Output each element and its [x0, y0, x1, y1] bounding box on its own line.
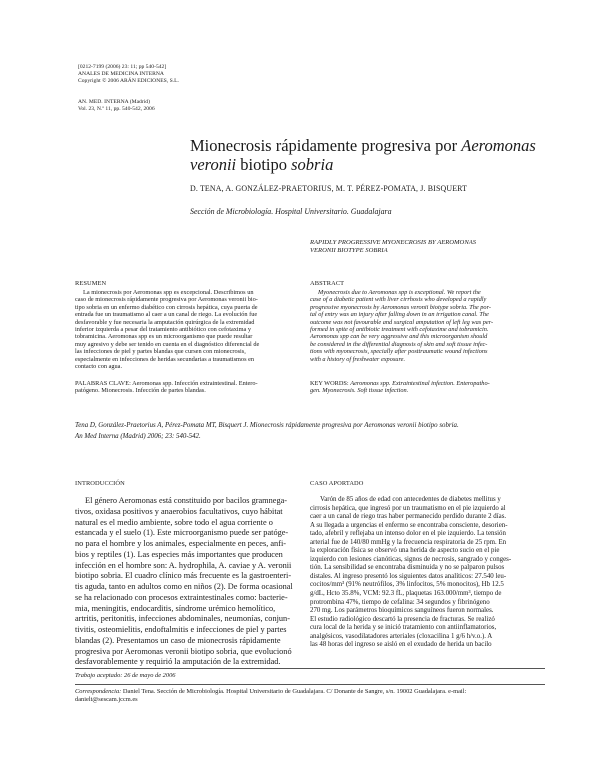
caso-line: cirrosis hepática, que ingresó por un traumatismo en el pie izquierdo al	[310, 504, 506, 512]
journal-name: ANALES DE MEDICINA INTERNA	[78, 71, 164, 77]
journal-citation	[78, 99, 208, 113]
intro-line: desfavorablemente y requirió la amputación de la extremidad.	[75, 657, 281, 667]
intro-line: blandas (2). Presentamos un caso de mionecrosis rápidamente	[75, 635, 281, 645]
resumen-line: contacto con agua.	[75, 363, 123, 371]
intro-line: infección en el hombre son: A. hydrophila, A. caviae y A. veronii	[75, 560, 292, 570]
abstract-line: Aeromonas spp can be very aggressive and this microorganism should	[310, 333, 488, 341]
resumen-line: caso de mionecrosis rápidamente progresiva por Aeromonas veronii bio-	[75, 296, 258, 304]
introduccion-text	[75, 496, 300, 668]
intro-line: mia, meningitis, endocarditis, síndrome urémico hemolítico,	[75, 603, 276, 613]
caso-line: 270 mg. Los parámetros bioquímicos sanguíneos fueron normales.	[310, 607, 494, 615]
cite-line-2: An Med Interna (Madrid) 2006; 23: 540-542.	[75, 433, 201, 440]
intro-line: no para el hombre y los animales, especialmente en peces, anfi-	[75, 539, 287, 548]
abstract-heading: ABSTRACT	[310, 280, 345, 287]
intro-line: artritis, peritonitis, infecciones abdominales, neumonías, conjun-	[75, 614, 290, 624]
caso-line: tado, afebril y reflejaba un intenso dolor en el pie izquierdo. La tensión	[310, 530, 506, 538]
correspondence	[75, 688, 545, 704]
intro-line: tivitis, osteomielitis, endoftalmitis e infecciones de piel y partes	[75, 625, 287, 634]
caso-line: A su llegada a urgencias el enfermo se encontraba consciente, desorien-	[310, 521, 508, 529]
resumen-line: La mionecrosis por Aeromonas spp es excepcional. Describimos un	[83, 289, 254, 296]
resumen-keywords	[75, 380, 295, 395]
intro-line: tivos, oxidasa positivos y anaerobios facultativos, cuyo hábitat	[75, 506, 283, 516]
correspondence-text: Daniel Tena. Sección de Microbiología. Hospital Universitario de Guadalajara. C/ Donante de Sangre, s/n. 19002 Guadalajara. e-mail:	[121, 688, 467, 695]
keywords-line-1: Aeromonas spp. Extraintestinal infection. Enteropatho-	[350, 380, 490, 387]
keywords-line-2: patógeno. Mionecrosis. Infección de partes blandas.	[75, 387, 206, 395]
keywords-line-1: Aeromonas spp. Infección extraintestinal. Entero-	[132, 380, 258, 387]
title-part-4: biotipo	[236, 155, 292, 174]
introduccion-heading: INTRODUCCIÓN	[75, 480, 125, 487]
abstract-text	[310, 289, 530, 363]
intro-line: natural es el medio ambiente, sobre todo el agua corriente o	[75, 517, 273, 527]
keywords-label: PALABRAS CLAVE:	[75, 380, 131, 387]
authors: D. TENA, A. GONZÁLEZ-PRAETORIUS, M. T. PÉREZ-POMATA, J. BISQUERT	[190, 184, 468, 193]
caso-line: las 48 horas del ingreso se aisló en el exudado de herida un bacilo	[310, 641, 492, 649]
caso-line: El estudio radiológico descartó la presencia de fracturas. Se realizó	[310, 615, 495, 623]
resumen-text	[75, 289, 295, 370]
accepted-date: Trabajo aceptado: 26 de mayo de 2006	[75, 672, 176, 679]
intro-line: bios y reptiles (1). Las especies más importantes que producen	[75, 549, 283, 559]
citation-line-1: AN. MED. INTERNA (Madrid)	[78, 99, 150, 105]
abstract-line: progressive myonecrosis by Aeromonas veronii biotype sobria. The por-	[310, 303, 492, 311]
caso-heading: CASO APORTADO	[310, 480, 364, 487]
how-to-cite	[75, 420, 545, 442]
resumen-line: las infecciones de piel y partes blandas que cursen con mionecrosis,	[75, 348, 246, 356]
caso-line: g/dL, Hcto 35.8%, VCM: 92.3 fL, plaquetas 163.000/mm³, tiempo de	[310, 590, 502, 598]
caso-line: protrombina 47%, tiempo de cefalina: 34 segundos y fibrinógeno	[310, 598, 490, 606]
caso-line: cocitos/mm³ (91% neutrófilos, 3% linfocitos, 5% monocitos), Hb 12.5	[310, 581, 504, 589]
intro-line: biotipo sobria. El cuadro clínico más frecuente es la gastroenteri-	[75, 571, 292, 581]
cite-line-1: Tena D, González-Praetorius A, Pérez-Pomata MT, Bisquert J. Mionecrosis rápidamente progresiva por Aeromonas veronii biotipo sobria.	[75, 422, 459, 429]
footnote-divider	[75, 684, 545, 685]
correspondence-email[interactable]: danielt@sescam.jccm.es	[75, 696, 138, 703]
caso-line: arterial fue de 140/80 mmHg y la frecuencia respiratoria de 25 rpm. En	[310, 538, 507, 546]
issn-line: [0212-7199 (2006) 23: 11; pp 540-542]	[78, 64, 167, 70]
abstract-line: tions with myonecrosis, specially after posttraumatic wound infections	[310, 348, 488, 356]
english-title-line-2: VERONII BIOTYPE SOBRIA	[310, 247, 388, 255]
citation-line-2: Vol. 23, N.º 11, pp. 540-542, 2006	[78, 106, 155, 112]
journal-header	[78, 64, 208, 85]
caso-line: caer a un canal de riego tras haber permanecido perdido durante 2 días.	[310, 513, 507, 521]
title-part-5: sobria	[291, 155, 334, 174]
resumen-heading: RESUMEN	[75, 280, 107, 287]
resumen-line: tipo sobria en un enfermo diabético con cirrosis hepática, cuya puerta de	[75, 303, 258, 311]
caso-text	[310, 496, 535, 650]
keywords-label: KEY WORDS:	[310, 380, 349, 387]
abstract-line: with a history of freshwater exposure.	[310, 355, 406, 363]
caso-line: tión. La sensibilidad se encontraba disminuida y no se palparon pulsos	[310, 564, 505, 572]
page-title	[190, 136, 550, 174]
resumen-line: muy agresivo y debe ser tenido en cuenta en el diagnóstico diferencial de	[75, 340, 260, 348]
title-part-1: Mionecrosis rápidamente progresiva por	[190, 136, 462, 155]
intro-line: se ha relacionado con procesos extraintestinales como: bacterie-	[75, 592, 288, 602]
footnote-divider	[75, 668, 545, 669]
resumen-line: entrada fue un traumatismo al caer a un canal de riego. La evolución fue	[75, 311, 258, 319]
caso-line: analgésicos, vasodilatadores arteriales (cloxacilina 1 g/6 h/v.o.). A	[310, 632, 493, 640]
abstract-line: tal of entry was an injury after falling down in an irrigation canal. The	[310, 311, 489, 319]
caso-line: izquierdo con lesiones cianóticas, signos de necrosis, sangrado y conges-	[310, 555, 512, 563]
caso-line: la exploración física se observó una herida de aspecto sucio en el pie	[310, 547, 500, 555]
keywords-line-2: gen. Myonecrosis. Soft tissue infection.	[310, 387, 409, 395]
intro-line: estancada y el suelo (1). Este microorganismo puede ser patóge-	[75, 528, 289, 538]
title-part-2: Aeromonas	[461, 136, 536, 155]
correspondence-label: Correspondencia:	[75, 688, 122, 695]
caso-line: Varón de 85 años de edad con antecedentes de diabetes mellitus y	[320, 496, 501, 503]
abstract-keywords	[310, 380, 530, 395]
resumen-line: especialmente en infecciones de heridas secundarias a traumatismos en	[75, 355, 255, 363]
abstract-line: Myonecrosis due to Aeromonas spp is exceptional. We report the	[318, 289, 481, 296]
affiliation: Sección de Microbiología. Hospital Universitario. Guadalajara	[190, 207, 392, 216]
english-title-line-1: RAPIDLY PROGRESSIVE MYONECROSIS BY AEROMONAS	[310, 239, 477, 246]
abstract-line: be considered in the differential diagnosis of skin and soft tissue infec-	[310, 340, 488, 348]
english-title	[310, 239, 550, 255]
abstract-line: formed in spite of antibiotic treatment with cefotaxime and tobramicin.	[310, 326, 489, 334]
copyright-line: Copyright © 2006 ARÁN EDICIONES, S.L.	[78, 78, 179, 84]
intro-line: tis aguda, tanto en adultos como en niños (2). De forma ocasional	[75, 582, 293, 591]
caso-line: distales. Al ingreso presentó los siguientes datos analíticos: 27.540 leu-	[310, 572, 507, 580]
intro-line: El género Aeromonas está constituido por bacilos gramnega-	[85, 496, 288, 505]
resumen-line: desfavorable y fue necesaria la amputación quirúrgica de la extremidad	[75, 318, 255, 326]
resumen-line: tobramicina. Aeromonas spp es un microorganismo que puede resultar	[75, 333, 253, 341]
abstract-line: case of a diabetic patient with liver cirrhosis who developed a rapidly	[310, 296, 487, 304]
title-part-3: veronii	[190, 155, 237, 174]
abstract-line: outcome was not favourable and surgical amputation of left leg was per-	[310, 318, 494, 326]
intro-line: progresiva por Aeromonas veronii biotipo sobria, que evolucionó	[75, 646, 292, 656]
resumen-line: inferior izquierda a pesar del tratamiento antibiótico con cefotaxima y	[75, 326, 252, 334]
caso-line: cura local de la herida y se inició tratamiento con antiinflamatorios,	[310, 624, 497, 632]
